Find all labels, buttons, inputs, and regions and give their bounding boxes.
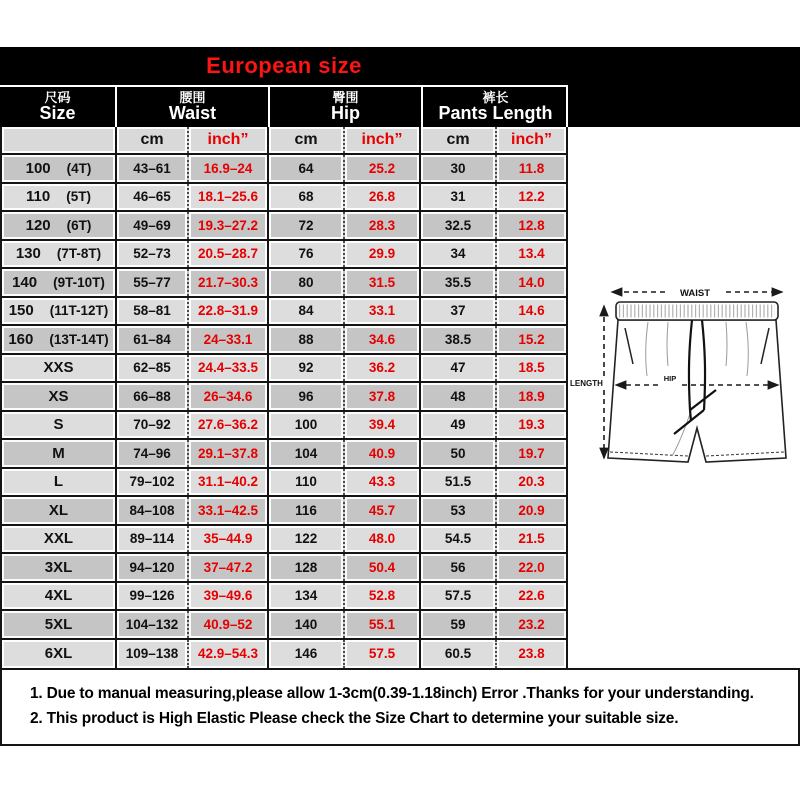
waist-cm-cell: 74–96 — [115, 440, 187, 467]
length-arrow — [570, 306, 604, 458]
hip-cm-cell: 122 — [267, 526, 343, 553]
size-table — [0, 127, 568, 668]
length-cm-cell: 56 — [419, 554, 495, 581]
unit-empty-cell — [2, 127, 115, 153]
length-inch-cell: 19.7 — [495, 440, 566, 467]
waist-inch-cell: 39–49.6 — [187, 583, 267, 610]
hip-cm-cell: 128 — [267, 554, 343, 581]
hip-inch-cell: 39.4 — [343, 412, 419, 439]
size-row-160 — [2, 326, 566, 355]
note-2: 2. This product is High Elastic Please check the Size Chart to determine your suitable size. — [30, 710, 679, 727]
shorts-measure-diagram — [570, 258, 798, 480]
unit-length-inch: inch” — [495, 127, 566, 153]
hip-cm-cell: 140 — [267, 611, 343, 638]
length-cm-cell: 53 — [419, 497, 495, 524]
length-cm-cell: 31 — [419, 184, 495, 211]
size-row-150 — [2, 298, 566, 327]
length-inch-cell: 21.5 — [495, 526, 566, 553]
waist-inch-cell: 29.1–37.8 — [187, 440, 267, 467]
length-cm-cell: 49 — [419, 412, 495, 439]
size-row-XL — [2, 497, 566, 526]
hip-inch-cell: 50.4 — [343, 554, 419, 581]
hip-inch-cell: 40.9 — [343, 440, 419, 467]
hip-cm-cell: 96 — [267, 383, 343, 410]
length-inch-cell: 18.9 — [495, 383, 566, 410]
size-cell: M — [2, 440, 115, 467]
size-cell: 5XL — [2, 611, 115, 638]
size-cell: 150 (11T-12T) — [2, 298, 115, 325]
column-headers — [0, 87, 568, 127]
waist-inch-cell: 16.9–24 — [187, 155, 267, 182]
length-inch-cell: 20.9 — [495, 497, 566, 524]
length-cm-cell: 34 — [419, 241, 495, 268]
waist-cm-cell: 55–77 — [115, 269, 187, 296]
unit-row — [2, 127, 566, 155]
length-inch-cell: 12.2 — [495, 184, 566, 211]
length-cm-cell: 32.5 — [419, 212, 495, 239]
hip-inch-cell: 37.8 — [343, 383, 419, 410]
header-size-zh: 尺码 — [44, 89, 71, 105]
hip-inch-cell: 28.3 — [343, 212, 419, 239]
length-inch-cell: 20.3 — [495, 469, 566, 496]
waist-cm-cell: 79–102 — [115, 469, 187, 496]
waist-inch-cell: 24–33.1 — [187, 326, 267, 353]
unit-hip-cm: cm — [267, 127, 343, 153]
size-cell: 120 (6T) — [2, 212, 115, 239]
hip-cm-cell: 72 — [267, 212, 343, 239]
waist-inch-cell: 20.5–28.7 — [187, 241, 267, 268]
size-row-120 — [2, 212, 566, 241]
hip-cm-cell: 92 — [267, 355, 343, 382]
hip-cm-cell: 84 — [267, 298, 343, 325]
size-row-XS — [2, 383, 566, 412]
hip-cm-cell: 100 — [267, 412, 343, 439]
waist-inch-cell: 21.7–30.3 — [187, 269, 267, 296]
length-inch-cell: 22.0 — [495, 554, 566, 581]
waist-cm-cell: 61–84 — [115, 326, 187, 353]
size-row-L — [2, 469, 566, 498]
waist-cm-cell: 66–88 — [115, 383, 187, 410]
header-hip — [268, 87, 421, 127]
length-cm-cell: 30 — [419, 155, 495, 182]
header-size — [0, 87, 115, 127]
hip-cm-cell: 104 — [267, 440, 343, 467]
length-cm-cell: 50 — [419, 440, 495, 467]
hip-inch-cell: 36.2 — [343, 355, 419, 382]
size-cell: XXS — [2, 355, 115, 382]
hip-inch-cell: 29.9 — [343, 241, 419, 268]
waist-inch-cell: 18.1–25.6 — [187, 184, 267, 211]
header-waist-zh: 腰围 — [179, 89, 206, 105]
length-cm-cell: 47 — [419, 355, 495, 382]
waist-inch-cell: 33.1–42.5 — [187, 497, 267, 524]
length-inch-cell: 13.4 — [495, 241, 566, 268]
length-inch-cell: 23.2 — [495, 611, 566, 638]
length-inch-cell: 14.6 — [495, 298, 566, 325]
length-cm-cell: 59 — [419, 611, 495, 638]
waist-inch-cell: 19.3–27.2 — [187, 212, 267, 239]
length-inch-cell: 23.8 — [495, 640, 566, 669]
size-cell: 160 (13T-14T) — [2, 326, 115, 353]
length-cm-cell: 60.5 — [419, 640, 495, 669]
length-cm-cell: 37 — [419, 298, 495, 325]
unit-length-cm: cm — [419, 127, 495, 153]
hip-inch-cell: 25.2 — [343, 155, 419, 182]
waist-inch-cell: 24.4–33.5 — [187, 355, 267, 382]
size-cell: 4XL — [2, 583, 115, 610]
hip-inch-cell: 48.0 — [343, 526, 419, 553]
hip-inch-cell: 31.5 — [343, 269, 419, 296]
hip-inch-cell: 45.7 — [343, 497, 419, 524]
header-waist — [115, 87, 268, 127]
hip-inch-cell: 33.1 — [343, 298, 419, 325]
waist-cm-cell: 104–132 — [115, 611, 187, 638]
waist-inch-cell: 31.1–40.2 — [187, 469, 267, 496]
title-strip — [0, 47, 568, 85]
length-cm-cell: 57.5 — [419, 583, 495, 610]
unit-waist-cm: cm — [115, 127, 187, 153]
length-cm-cell: 38.5 — [419, 326, 495, 353]
size-cell: 110 (5T) — [2, 184, 115, 211]
length-inch-cell: 19.3 — [495, 412, 566, 439]
waist-arrow — [612, 288, 782, 299]
size-cell: 140 (9T-10T) — [2, 269, 115, 296]
waist-inch-cell: 22.8–31.9 — [187, 298, 267, 325]
hip-inch-cell: 57.5 — [343, 640, 419, 669]
notes-box — [0, 668, 800, 746]
waist-cm-cell: 70–92 — [115, 412, 187, 439]
unit-waist-inch: inch” — [187, 127, 267, 153]
size-cell: 3XL — [2, 554, 115, 581]
length-inch-cell: 22.6 — [495, 583, 566, 610]
header-hip-zh: 臀围 — [332, 89, 359, 105]
hip-cm-cell: 68 — [267, 184, 343, 211]
hip-cm-cell: 110 — [267, 469, 343, 496]
size-cell: 100 (4T) — [2, 155, 115, 182]
waist-label: WAIST — [679, 288, 711, 299]
length-inch-cell: 15.2 — [495, 326, 566, 353]
size-row-140 — [2, 269, 566, 298]
size-row-XXL — [2, 526, 566, 555]
size-cell: S — [2, 412, 115, 439]
size-row-S — [2, 412, 566, 441]
waist-cm-cell: 89–114 — [115, 526, 187, 553]
waist-inch-cell: 26–34.6 — [187, 383, 267, 410]
size-row-XXS — [2, 355, 566, 384]
shorts-outline — [608, 302, 786, 462]
length-cm-cell: 35.5 — [419, 269, 495, 296]
hip-cm-cell: 134 — [267, 583, 343, 610]
waist-cm-cell: 84–108 — [115, 497, 187, 524]
size-row-6XL — [2, 640, 566, 669]
hip-inch-cell: 34.6 — [343, 326, 419, 353]
size-cell: XL — [2, 497, 115, 524]
hip-cm-cell: 64 — [267, 155, 343, 182]
header-waist-en: Waist — [168, 103, 217, 124]
length-inch-cell: 11.8 — [495, 155, 566, 182]
waist-cm-cell: 46–65 — [115, 184, 187, 211]
waist-cm-cell: 94–120 — [115, 554, 187, 581]
length-inch-cell: 18.5 — [495, 355, 566, 382]
waist-inch-cell: 37–47.2 — [187, 554, 267, 581]
length-cm-cell: 54.5 — [419, 526, 495, 553]
hip-cm-cell: 116 — [267, 497, 343, 524]
size-cell: 130 (7T-8T) — [2, 241, 115, 268]
length-inch-cell: 12.8 — [495, 212, 566, 239]
length-inch-cell: 14.0 — [495, 269, 566, 296]
waist-inch-cell: 27.6–36.2 — [187, 412, 267, 439]
page-title: European size — [206, 53, 362, 78]
size-row-4XL — [2, 583, 566, 612]
waist-inch-cell: 42.9–54.3 — [187, 640, 267, 669]
header-hip-en: Hip — [331, 103, 360, 124]
size-row-100 — [2, 155, 566, 184]
size-cell: XXL — [2, 526, 115, 553]
hip-cm-cell: 76 — [267, 241, 343, 268]
hip-cm-cell: 88 — [267, 326, 343, 353]
waist-cm-cell: 52–73 — [115, 241, 187, 268]
size-row-130 — [2, 241, 566, 270]
waist-cm-cell: 49–69 — [115, 212, 187, 239]
note-1: 1. Due to manual measuring,please allow 1-3cm(0.39-1.18inch) Error .Thanks for your understanding. — [30, 685, 754, 702]
waist-inch-cell: 40.9–52 — [187, 611, 267, 638]
hip-cm-cell: 146 — [267, 640, 343, 669]
waist-cm-cell: 99–126 — [115, 583, 187, 610]
table-header-band — [0, 47, 800, 127]
size-row-5XL — [2, 611, 566, 640]
header-pants-length-en: Pants Length — [438, 103, 553, 124]
size-row-110 — [2, 184, 566, 213]
length-cm-cell: 51.5 — [419, 469, 495, 496]
length-label: LENGTH — [570, 379, 603, 388]
header-pants-length-zh: 裤长 — [482, 89, 509, 105]
size-row-M — [2, 440, 566, 469]
waist-cm-cell: 43–61 — [115, 155, 187, 182]
unit-hip-inch: inch” — [343, 127, 419, 153]
header-pants-length — [421, 87, 568, 127]
size-cell: 6XL — [2, 640, 115, 669]
waist-inch-cell: 35–44.9 — [187, 526, 267, 553]
hip-inch-cell: 43.3 — [343, 469, 419, 496]
size-cell: XS — [2, 383, 115, 410]
hip-inch-cell: 55.1 — [343, 611, 419, 638]
waist-cm-cell: 58–81 — [115, 298, 187, 325]
hip-label: HIP — [663, 374, 677, 383]
waist-cm-cell: 62–85 — [115, 355, 187, 382]
size-cell: L — [2, 469, 115, 496]
header-size-en: Size — [39, 103, 76, 124]
size-row-3XL — [2, 554, 566, 583]
waist-cm-cell: 109–138 — [115, 640, 187, 669]
hip-inch-cell: 52.8 — [343, 583, 419, 610]
hip-cm-cell: 80 — [267, 269, 343, 296]
hip-inch-cell: 26.8 — [343, 184, 419, 211]
length-cm-cell: 48 — [419, 383, 495, 410]
table-body — [2, 155, 566, 668]
